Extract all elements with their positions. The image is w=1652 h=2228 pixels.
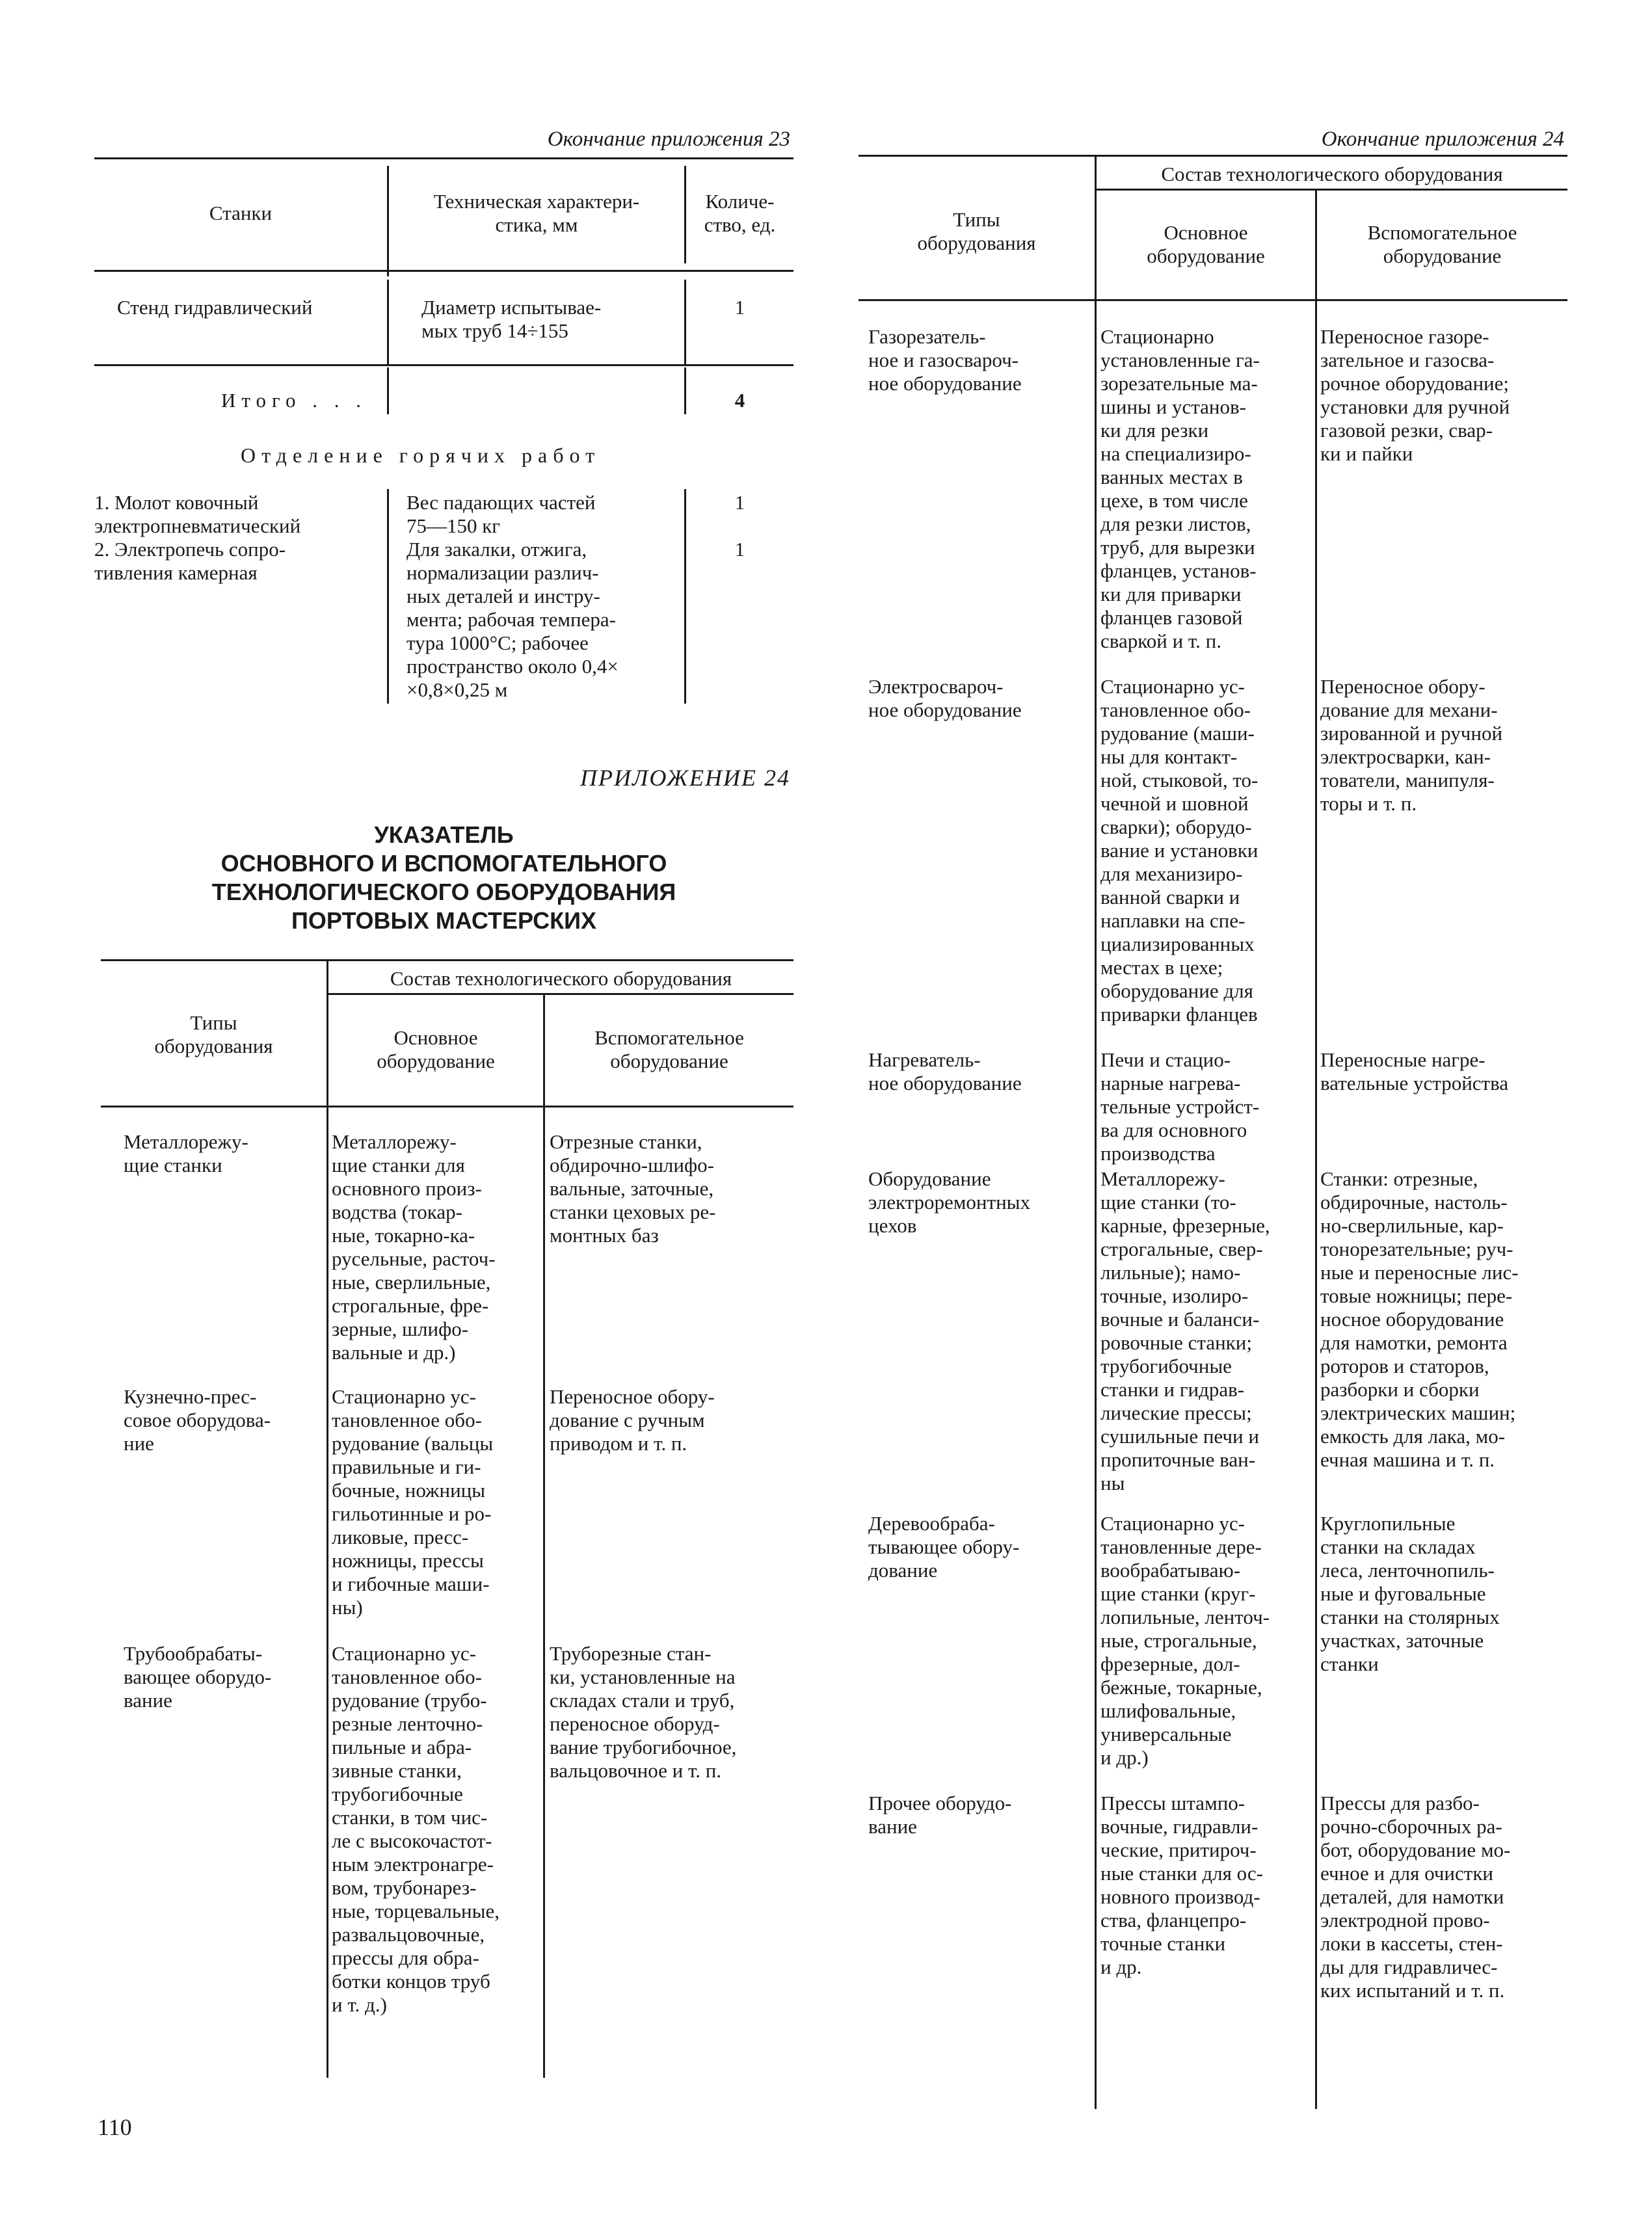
t2-row3-type: Трубообрабаты- вающее оборудо- вание bbox=[124, 1642, 272, 1712]
rt-row6-type: Прочее оборудо- вание bbox=[868, 1792, 1012, 1838]
t2-top-rule bbox=[101, 959, 793, 961]
t1-sec-row1-qty: 1 bbox=[734, 491, 745, 514]
rt-row6-main: Прессы штампо- вочные, гидравли- ческие, притироч- ные станки для ос- новного производ- ства, фланцепро- точные станки и др. bbox=[1100, 1792, 1263, 1978]
rt-row3-main: Печи и стацио- нарные нагрева- тельные устройст- ва для основного производства bbox=[1100, 1048, 1260, 1165]
t2-header-rule bbox=[101, 1106, 793, 1107]
t1-sec-row2-spec: Для закалки, отжига, нормализации различ- ных деталей и инстру- мента; рабочая темпера- тура 1000°С; рабочее пространство около 0,4× ×0,8×0,25 м bbox=[406, 538, 619, 701]
rt-vline-1 bbox=[1095, 155, 1097, 2109]
t2-vline-1 bbox=[326, 959, 328, 2078]
rt-top-rule bbox=[859, 155, 1567, 157]
t1-top-rule bbox=[94, 157, 793, 159]
rt-row4-aux: Станки: отрезные, обдирочные, настоль- но-сверлильные, кар- тонорезательные; руч- ные и переносные лис- товые ножницы; пере- носное оборудование для намотки, ремонта роторов и статоров, разборки и сборки электрических машин; емкость для лака, мо- ечная машина и т. п. bbox=[1320, 1167, 1519, 1471]
t1-sec-row2-name: 2. Электропечь сопро- тивления камерная bbox=[94, 538, 286, 584]
t1-row1-spec: Диаметр испытывае- мых труб 14÷155 bbox=[421, 296, 602, 342]
rt-row1-main: Стационарно установленные га- зорезательные ма- шины и установ- ки для резки на специализиро- ванных местах в цехе, в том числе для резки листов, труб, для вырезки фланцев, установ- ки для приварки фланцев газовой сваркой и т. п. bbox=[1100, 325, 1260, 652]
t1-sec-row1-spec: Вес падающих частей 75—150 кг bbox=[406, 491, 596, 537]
t1-vline-1b bbox=[387, 280, 389, 364]
rt-row2-main: Стационарно ус- тановленное обо- рудование (маши- ны для контакт- ной, стыковой, то- чечной и шовной сварки); оборудо- вание и установки для механизиро- ванной сварки и наплавки на спе- циализированных местах в цехе; оборудование для приварки фланцев bbox=[1100, 675, 1259, 1026]
page-number: 110 bbox=[98, 2114, 132, 2140]
rt-group-rule bbox=[1095, 189, 1567, 191]
t2-row1-main: Металлорежу- щие станки для основного произ- водства (токар- ные, токарно-ка- русельные, расточ- ные, сверлильные, строгальные, фре- зерные, шлифо- вальные и др.) bbox=[332, 1130, 496, 1364]
t1-vline-1d bbox=[387, 489, 389, 704]
t1-header-machines: Станки bbox=[209, 202, 273, 224]
t1-row1-qty: 1 bbox=[734, 296, 745, 319]
t1-row1-name: Стенд гидравлический bbox=[117, 296, 313, 319]
t2-header-group: Состав технологического оборудования bbox=[390, 967, 732, 990]
rt-row2-type: Электросвароч- ное оборудование bbox=[868, 675, 1022, 721]
t1-vline-2b bbox=[684, 280, 686, 364]
rt-row5-type: Деревообраба- тывающее обору- дование bbox=[868, 1512, 1020, 1582]
rt-row2-aux: Переносное обору- дование для механи- зированной и ручной электросварки, кан- тователи, манипуля- торы и т. п. bbox=[1320, 675, 1503, 815]
rt-header-main: Основное оборудование bbox=[1147, 221, 1265, 267]
t1-sec-row2-qty: 1 bbox=[734, 538, 745, 561]
t1-vline-2d bbox=[684, 489, 686, 704]
rt-header-rule bbox=[859, 299, 1567, 301]
t1-section-title: Отделение горячих работ bbox=[241, 444, 601, 467]
right-caption: Окончание приложения 24 bbox=[1321, 127, 1564, 151]
t1-header-spec: Техническая характери- стика, мм bbox=[433, 190, 640, 236]
rt-row5-main: Стационарно ус- тановленные дере- вообрабатываю- щие станки (круг- лопильные, ленточ- ные, строгальные, фрезерные, дол- бежные, токарные, шлифовальные, универсальные и др.) bbox=[1100, 1512, 1270, 1769]
t2-header-types: Типы оборудования bbox=[154, 1011, 273, 1057]
t1-header-rule bbox=[94, 270, 793, 272]
left-caption: Окончание приложения 23 bbox=[547, 127, 790, 151]
t2-row1-aux: Отрезные станки, обдирочно-шлифо- вальные, заточные, станки цеховых ре- монтных баз bbox=[550, 1130, 716, 1247]
rt-row3-type: Нагреватель- ное оборудование bbox=[868, 1048, 1022, 1094]
appendix-label: ПРИЛОЖЕНИЕ 24 bbox=[580, 765, 790, 791]
rt-row3-aux: Переносные нагре- вательные устройства bbox=[1320, 1048, 1509, 1094]
t2-row3-main: Стационарно ус- тановленное обо- рудование (трубо- резные ленточно- пильные и абра- зивные станки, трубогибочные станки, в том чис- ле с высокочастот- ным электронагре- вом, трубонарез- ные, торцевальные, развальцовочные, прессы для обра- ботки концов труб и т. д.) bbox=[332, 1642, 500, 2016]
t1-vline-1c bbox=[387, 367, 389, 414]
t2-header-aux: Вспомогательное оборудование bbox=[594, 1026, 744, 1072]
rt-row6-aux: Прессы для разбо- рочно-сборочных ра- бот, оборудование мо- ечное и для очистки деталей, для намотки электродной прово- локи в кассеты, стен- ды для гидравличес- ких испытаний и т. п. bbox=[1320, 1792, 1511, 2002]
rt-header-aux: Вспомогательное оборудование bbox=[1367, 221, 1517, 267]
t2-row2-main: Стационарно ус- тановленное обо- рудование (вальцы правильные и ги- бочные, ножницы гильотинные и ро- ликовые, пресс- ножницы, прессы и гибочные маши- ны) bbox=[332, 1385, 494, 1619]
rt-row1-type: Газорезатель- ное и газосвароч- ное оборудование bbox=[868, 325, 1022, 395]
t1-total-label: Итого . . . bbox=[221, 389, 367, 412]
rt-row4-main: Металлорежу- щие станки (то- карные, фрезерные, строгальные, свер- лильные); намо- точные, изолиро- вочные и баланси- ровочные станки; трубогибочные станки и гидрав- лические прессы; сушильные печи и пропиточные ван- ны bbox=[1100, 1167, 1270, 1494]
rt-row1-aux: Переносное газоре- зательное и газосва- рочное оборудование; установки для ручной газовой резки, свар- ки и пайки bbox=[1320, 325, 1510, 465]
t1-total-rule bbox=[94, 364, 793, 366]
t1-total-qty: 4 bbox=[734, 389, 745, 412]
t1-header-qty: Количе- ство, ед. bbox=[704, 190, 776, 236]
t2-row2-aux: Переносное обору- дование с ручным приводом и т. п. bbox=[550, 1385, 715, 1455]
t2-vline-2 bbox=[543, 995, 545, 2078]
t2-header-main: Основное оборудование bbox=[377, 1026, 495, 1072]
rt-header-group: Состав технологического оборудования bbox=[1161, 163, 1503, 185]
rt-row5-aux: Круглопильные станки на складах леса, ленточнопиль- ные и фуговальные станки на столярных участках, заточные станки bbox=[1320, 1512, 1500, 1675]
rt-vline-2 bbox=[1315, 189, 1317, 2109]
t2-row1-type: Металлорежу- щие станки bbox=[124, 1130, 248, 1176]
rt-row4-type: Оборудование электроремонтных цехов bbox=[868, 1167, 1030, 1237]
t2-row3-aux: Труборезные стан- ки, установленные на складах стали и труб, переносное оборуд- вание трубогибочное, вальцовочное и т. п. bbox=[550, 1642, 737, 1782]
rt-header-types: Типы оборудования bbox=[917, 208, 1036, 254]
appendix-title: УКАЗАТЕЛЬ ОСНОВНОГО И ВСПОМОГАТЕЛЬНОГО ТЕХНОЛОГИЧЕСКОГО ОБОРУДОВАНИЯ ПОРТОВЫХ МАСТЕРСКИХ bbox=[211, 821, 676, 934]
t2-row2-type: Кузнечно-прес- совое оборудова- ние bbox=[124, 1385, 271, 1455]
t1-sec-row1-name: 1. Молот ковочный электропневматический bbox=[94, 491, 301, 537]
t2-group-rule bbox=[326, 993, 793, 995]
